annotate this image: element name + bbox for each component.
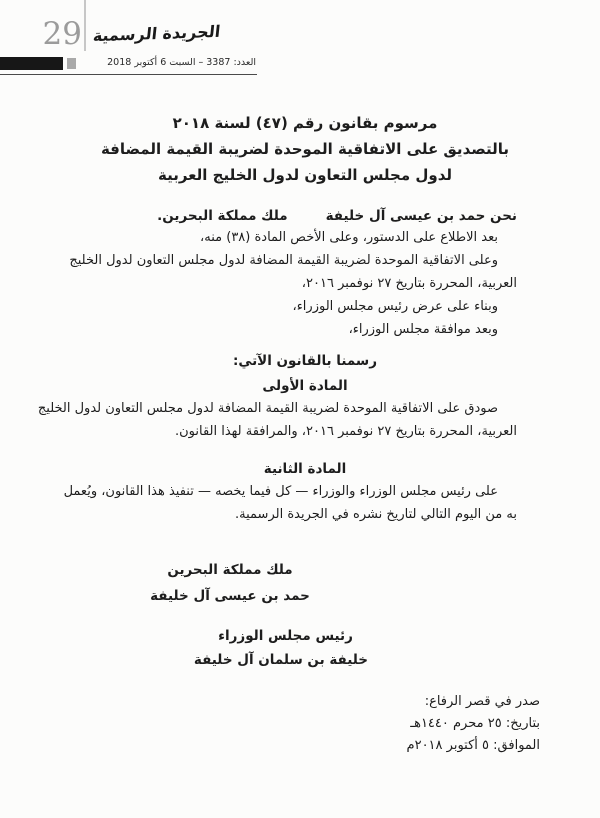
royal-preamble-line	[157, 206, 517, 226]
article-2-line-1: على رئيس مجلس الوزراء والوزراء — كل فيما يخصه — تنفيذ هذا القانون، ويُعمل	[63, 484, 498, 499]
preamble-line-5: وبعد موافقة مجلس الوزراء،	[348, 322, 498, 337]
pm-signature-title: رئيس مجلس الوزراء	[218, 628, 353, 644]
issue-black-bar	[0, 57, 63, 70]
preamble-line-2: وعلى الاتفاقية الموحدة لضريبة القيمة المضافة لدول مجلس التعاون لدول الخليج	[69, 253, 498, 268]
issued-place-line: صدر في قصر الرفاع:	[424, 694, 540, 709]
article-1-line-2: العربية، المحررة بتاريخ ٢٧ نوفمبر ٢٠١٦، والمرافقة لهذا القانون.	[174, 424, 517, 439]
king-signature-name: حمد بن عيسى آل خليفة	[150, 588, 310, 604]
enactment-line: رسمنا بالقانون الآتي:	[233, 353, 377, 369]
gazette-logo: الجريدة الرسمية	[92, 21, 222, 46]
preamble-line-4: وبناء على عرض رئيس مجلس الوزراء،	[292, 299, 498, 314]
pm-signature-name: خليفة بن سلمان آل خليفة	[193, 652, 368, 668]
pm-signature-block	[193, 624, 368, 672]
article-2-line-2: به من اليوم التالي لتاريخ نشره في الجريدة الرسمية.	[235, 507, 517, 522]
issued-hijri-line: بتاريخ: ٢٥ محرم ١٤٤٠هـ	[410, 716, 540, 731]
issued-gregorian-line: الموافق: ٥ أكتوبر ٢٠١٨م	[406, 738, 540, 753]
king-signature-block	[140, 557, 320, 609]
article-1-heading: المادة الأولى	[262, 378, 348, 394]
royal-name: نحن حمد بن عيسى آل خليفة	[325, 208, 517, 224]
decree-title-line-1: مرسوم بقانون رقم (٤٧) لسنة ٢٠١٨	[172, 114, 438, 132]
king-signature-title: ملك مملكة البحرين	[167, 562, 293, 578]
masthead-divider	[84, 0, 86, 51]
page-number: 29	[42, 16, 82, 52]
header-rule	[0, 74, 257, 75]
preamble-line-1: بعد الاطلاع على الدستور، وعلى الأخص المادة (٣٨) منه،	[200, 230, 498, 245]
article-1-line-1: صودق على الاتفاقية الموحدة لضريبة القيمة المضافة لدول مجلس التعاون لدول الخليج	[37, 401, 498, 416]
preamble-line-3: العربية، المحررة بتاريخ ٢٧ نوفمبر ٢٠١٦،	[301, 276, 517, 291]
issued-block	[407, 691, 540, 757]
decree-title-line-2: بالتصديق على الاتفاقية الموحدة لضريبة القيمة المضافة	[100, 140, 510, 158]
article-2-heading: المادة الثانية	[263, 461, 347, 477]
royal-title: ملك مملكة البحرين.	[157, 208, 288, 224]
issue-gray-square	[67, 58, 76, 69]
decree-title-line-3: لدول مجلس التعاون لدول الخليج العربية	[158, 166, 452, 184]
issue-date-line: العدد: 3387 – السبت 6 أكتوبر 2018	[107, 57, 256, 68]
